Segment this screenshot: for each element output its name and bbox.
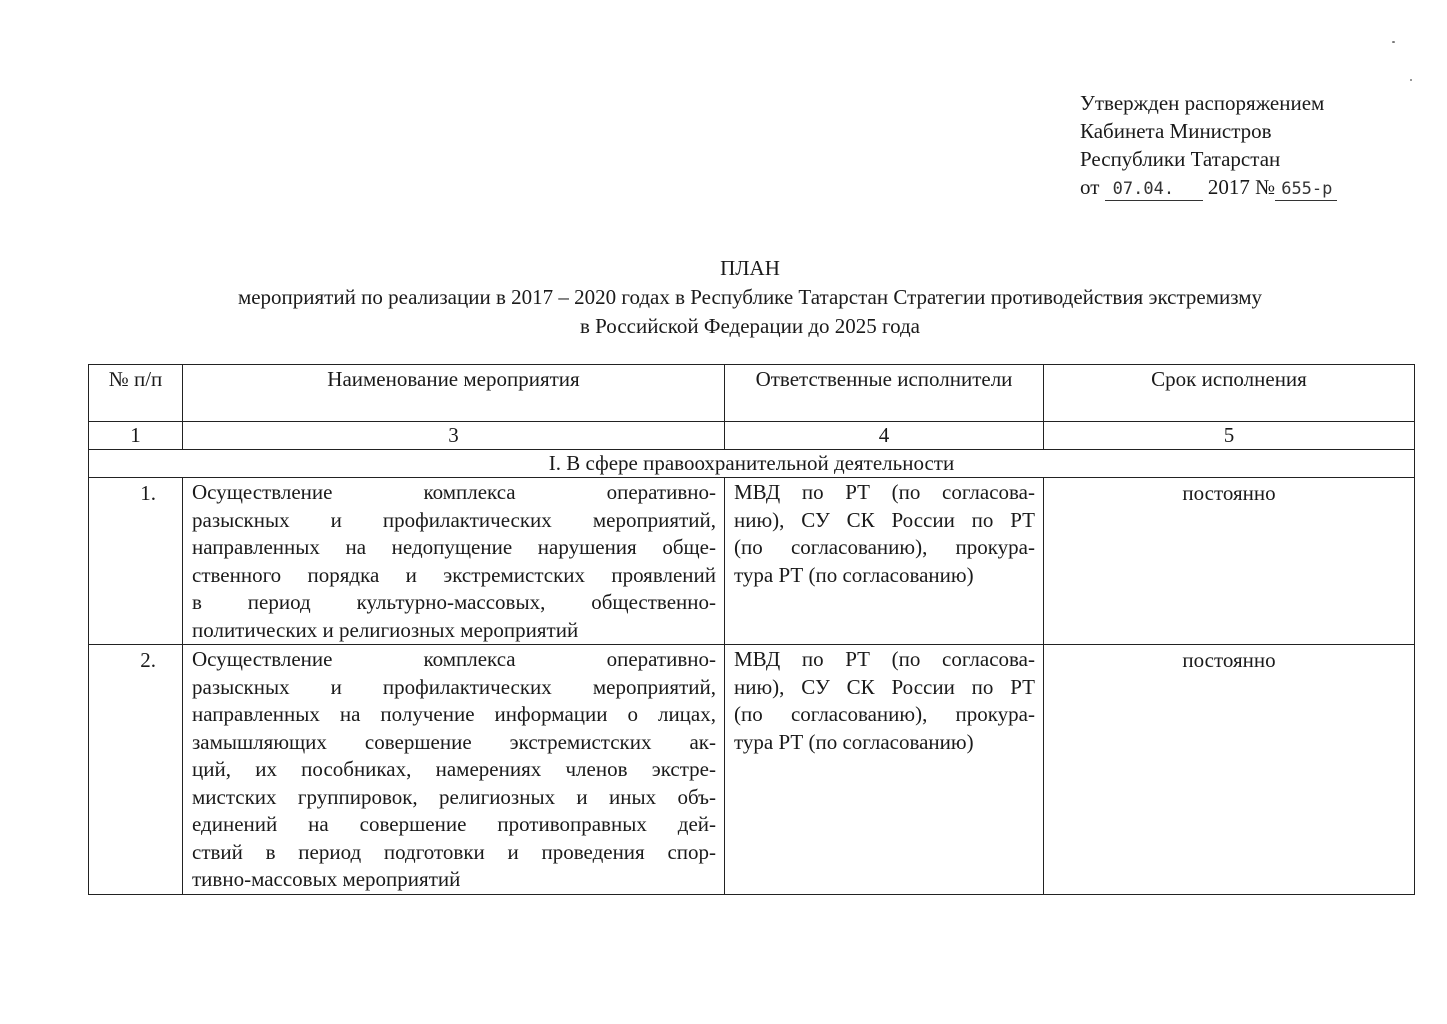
header-no: № п/п xyxy=(89,365,183,422)
title-subtitle-2: в Российской Федерации до 2025 года xyxy=(579,314,920,338)
row-executor-line: тура РТ (по согласованию) xyxy=(734,729,974,754)
row-name-line: направленных на недопущение нарушения обще- xyxy=(192,535,716,559)
row-term: постоянно xyxy=(1044,478,1415,645)
row-executor-line: МВД по РТ (по согласова- xyxy=(734,647,1035,671)
title-heading: ПЛАН xyxy=(720,256,780,280)
row-executors-cell xyxy=(725,478,1044,645)
row-name-line: замышляющих совершение экстремистских ак- xyxy=(192,729,716,754)
date-prefix: от xyxy=(1080,175,1100,199)
approval-block xyxy=(1080,89,1337,201)
row-executor-line: (по согласованию), прокура- xyxy=(734,702,1035,726)
row-name-line: ственного порядка и экстремистских проявлений xyxy=(192,562,716,587)
row-name-cell xyxy=(183,645,725,895)
approval-line-2: Кабинета Министров xyxy=(1080,119,1272,143)
header-term: Срок исполнения xyxy=(1044,365,1415,422)
document-title xyxy=(0,254,1447,341)
approval-line-1: Утвержден распоряжением xyxy=(1080,91,1325,115)
approval-date-line xyxy=(1080,173,1337,201)
row-executor-line: нию), СУ СК России по РТ xyxy=(734,674,1035,699)
column-numbers-row xyxy=(89,422,1415,450)
row-executor-line: тура РТ (по согласованию) xyxy=(734,562,974,587)
column-number: 5 xyxy=(1044,422,1415,450)
row-number: 1. xyxy=(89,478,183,645)
row-name-line: тивно-массовых мероприятий xyxy=(192,867,461,891)
column-number: 3 xyxy=(183,422,725,450)
section-title: I. В сфере правоохранительной деятельности xyxy=(89,450,1415,478)
column-number: 1 xyxy=(89,422,183,450)
row-name-line: Осуществление комплекса оперативно- xyxy=(192,480,716,504)
approval-line-3: Республики Татарстан xyxy=(1080,147,1281,171)
row-term: постоянно xyxy=(1044,645,1415,895)
scan-speck xyxy=(1410,79,1412,81)
row-executors-cell xyxy=(725,645,1044,895)
table-row xyxy=(89,645,1415,895)
row-executor-line: МВД по РТ (по согласова- xyxy=(734,480,1035,504)
header-executors: Ответственные исполнители xyxy=(725,365,1044,422)
row-name-line: ствий в период подготовки и проведения спор- xyxy=(192,839,716,864)
row-name-line: разыскных и профилактических мероприятий, xyxy=(192,674,716,699)
column-number: 4 xyxy=(725,422,1044,450)
row-name-line: мистских группировок, религиозных и иных объ- xyxy=(192,784,716,809)
row-name-line: политических и религиозных мероприятий xyxy=(192,617,579,642)
scan-speck xyxy=(1392,41,1395,43)
plan-table xyxy=(88,364,1415,895)
row-name-line: единений на совершение противоправных дей- xyxy=(192,812,716,836)
row-name-line: в период культурно-массовых, общественно- xyxy=(192,590,716,614)
section-row xyxy=(89,450,1415,478)
year-number-label: 2017 № xyxy=(1207,175,1276,199)
row-name-cell xyxy=(183,478,725,645)
row-name-line: Осуществление комплекса оперативно- xyxy=(192,647,716,671)
table-row xyxy=(89,478,1415,645)
number-field: 655-р xyxy=(1275,178,1337,201)
row-name-line: разыскных и профилактических мероприятий, xyxy=(192,507,716,532)
row-name-line: направленных на получение информации о лицах, xyxy=(192,702,716,726)
table-header-row xyxy=(89,365,1415,422)
row-name-line: ций, их пособниках, намерениях членов экстре- xyxy=(192,757,716,781)
row-number: 2. xyxy=(89,645,183,895)
date-field: 07.04. xyxy=(1105,178,1203,201)
header-name: Наименование мероприятия xyxy=(183,365,725,422)
title-subtitle-1: мероприятий по реализации в 2017 – 2020 годах в Республике Татарстан Стратегии противодействия экстремизму xyxy=(237,285,1263,309)
row-executor-line: нию), СУ СК России по РТ xyxy=(734,507,1035,532)
row-executor-line: (по согласованию), прокура- xyxy=(734,535,1035,559)
